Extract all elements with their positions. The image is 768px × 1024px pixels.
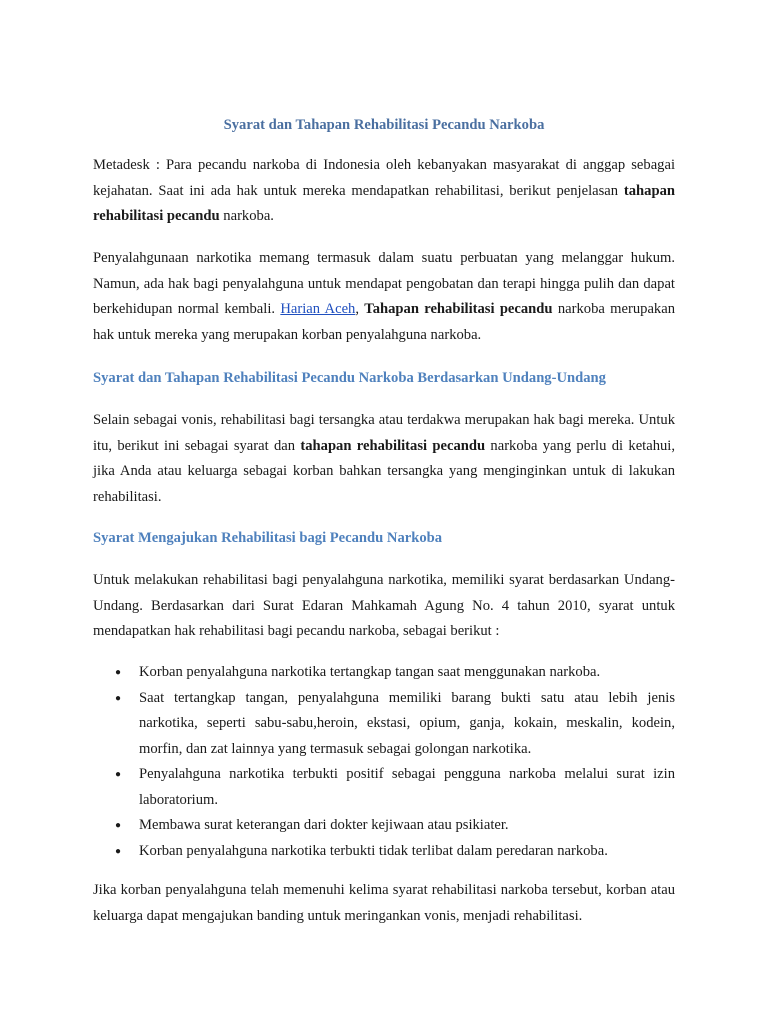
list-item: [93, 839, 675, 865]
paragraph-intro-bold: tahapan rehabilitasi pecandu: [93, 182, 675, 224]
paragraph-vonis: [93, 408, 675, 510]
section-heading-syarat: Syarat Mengajukan Rehabilitasi bagi Pecandu Narkoba: [93, 530, 443, 546]
paragraph-vonis-text: Selain sebagai vonis, rehabilitasi bagi tersangka atau terdakwa merupakan hak bagi mereka. Untuk itu, berikut ini sebagai syarat dan: [93, 412, 675, 454]
paragraph-syarat: Untuk melakukan rehabilitasi bagi penyalahguna narkotika, memiliki syarat berdasarkan Undang-Undang. Berdasarkan dari Surat Edaran Mahkamah Agung No. 4 tahun 2010, syarat untuk mendapatkan hak rehabilitasi bagi pecandu narkoba, sebagai berikut :: [93, 572, 675, 639]
list-item: [93, 762, 675, 813]
requirements-list: [93, 660, 675, 864]
list-item-text: Saat tertangkap tangan, penyalahguna memiliki barang bukti satu atau lebih jenis narkotika, seperti sabu-sabu,heroin, ekstasi, opium, ganja, kokain, meskalin, kodein, morfin, dan zat lainnya yang termasuk sebagai golongan narkotika.: [139, 689, 675, 757]
paragraph-intro: [93, 153, 675, 230]
paragraph-intro-text: Metadesk : Para pecandu narkoba di Indonesia oleh kebanyakan masyarakat di anggap sebagai kejahatan. Saat ini ada hak untuk mereka mendapatkan rehabilitasi, berikut penjelasan: [93, 157, 675, 199]
document-title: Syarat dan Tahapan Rehabilitasi Pecandu Narkoba: [223, 117, 545, 133]
paragraph-rights: [93, 246, 675, 348]
paragraph-rights-bold: Tahapan rehabilitasi pecandu: [364, 301, 553, 317]
list-item-text: Penyalahguna narkotika terbukti positif sebagai pengguna narkoba melalui surat izin laboratorium.: [139, 766, 675, 808]
list-item-text: Korban penyalahguna narkotika terbukti tidak terlibat dalam peredaran narkoba.: [139, 842, 608, 859]
paragraph-vonis-tail: narkoba yang perlu di ketahui, jika Anda atau keluarga sebagai korban bahkan tersangka yang menginginkan untuk di lakukan rehabilitasi.: [93, 437, 675, 505]
paragraph-closing: Jika korban penyalahguna telah memenuhi kelima syarat rehabilitasi narkoba tersebut, korban atau keluarga dapat mengajukan banding untuk meringankan vonis, menjadi rehabilitasi.: [93, 882, 675, 924]
list-item: [93, 660, 675, 686]
bullet-icon: ●: [115, 845, 122, 857]
bullet-icon: ●: [115, 820, 122, 831]
paragraph-rights-tail: narkoba merupakan hak untuk mereka yang merupakan korban penyalahguna narkoba.: [93, 301, 675, 343]
section-heading-undang-undang: Syarat dan Tahapan Rehabilitasi Pecandu Narkoba Berdasarkan Undang-Undang: [93, 370, 606, 386]
harian-aceh-link[interactable]: Harian Aceh: [280, 301, 356, 317]
bullet-icon: ●: [115, 667, 122, 678]
bullet-icon: ●: [115, 769, 122, 780]
list-item: [93, 686, 675, 763]
bullet-icon: ●: [115, 692, 122, 704]
paragraph-vonis-bold: tahapan rehabilitasi pecandu: [300, 437, 486, 454]
paragraph-rights-text: Penyalahgunaan narkotika memang termasuk dalam suatu perbuatan yang melanggar hukum. Namun, ada hak bagi penyalahguna untuk mendapat pengobatan dan terapi hingga pulih dan dapat berkehidupan normal kembali.: [93, 250, 675, 317]
list-item: [93, 813, 675, 839]
list-item-text: Membawa surat keterangan dari dokter kejiwaan atau psikiater.: [139, 817, 509, 833]
paragraph-rights-sep: ,: [355, 301, 365, 317]
list-item-text: Korban penyalahguna narkotika tertangkap tangan saat menggunakan narkoba.: [139, 664, 601, 680]
paragraph-intro-tail: narkoba.: [219, 208, 274, 224]
